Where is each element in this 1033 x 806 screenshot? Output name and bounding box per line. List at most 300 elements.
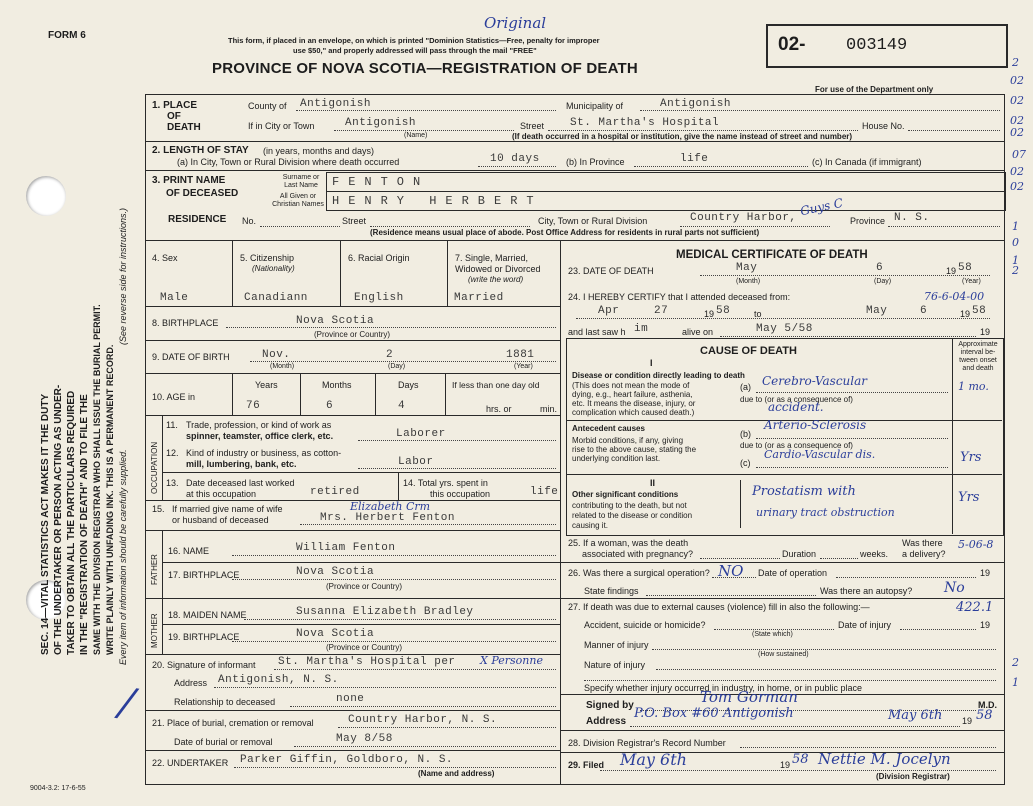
undertaker-value: Parker Giffin, Goldboro, N. S. [240,754,454,766]
q26-state-line [646,595,816,596]
personal-div-2 [340,240,341,306]
res-street-line [370,226,530,227]
form-title: PROVINCE OF NOVA SCOTIA—REGISTRATION OF DEATH [212,60,638,77]
q25-line-2 [820,558,858,559]
q27-hand: 422.1 [956,600,994,615]
death-month-label: (Month) [736,278,761,285]
occupation-side-line [162,415,163,500]
occ-v11: Laborer [396,428,446,440]
occ-div-14 [398,472,399,500]
father-name: William Fenton [296,542,396,554]
death-day-label: (Day) [874,278,892,285]
occ-line-12 [358,468,556,469]
father-side-line [162,530,163,598]
surname-label: Surname or Last Name [282,174,320,189]
burial-line [338,727,556,728]
original-annotation: Original [484,14,547,32]
death-year: 58 [958,262,973,274]
sep-r4 [560,730,1005,731]
res-province-value: N. S. [894,212,930,224]
q27-date-line [900,629,976,630]
occ-l14-2: this occupation [430,489,491,499]
residence-note: (Residence means usual place of abode. Post Office Address for residents in rural parts not sufficient) [370,228,760,237]
roman-2: II [650,478,656,488]
punch-hole-top [26,176,66,216]
signed-hand: Tom Gorman [700,688,798,706]
side-instruction-6: WRITE PLAINLY WITH UNFADING INK. THIS IS A PERMANENT RECORD. [105,344,115,655]
form-number: FORM 6 [48,30,86,41]
mother-bp: Nova Scotia [296,628,375,640]
q29-label: 29. Filed [568,760,605,770]
birthplace-value: Nova Scotia [296,315,375,327]
margin-code-11: 1 [1012,254,1019,267]
res-city-line [680,226,830,227]
cause-sep-2 [566,474,1002,475]
from-day: 27 [654,305,669,317]
death-year-label: (Year) [962,278,981,285]
q26-date-line [836,577,976,578]
margin-code-9: 1 [1012,220,1019,233]
informant-label: 20. Signature of informant [152,660,256,670]
q28-line [740,747,996,748]
to-label: to [754,309,762,319]
registration-prefix: 02- [778,34,806,55]
res-province-line [888,226,1000,227]
mother-bp-sub: (Province or Country) [326,643,403,652]
res-street-label: Street [342,216,367,226]
signed-address-line [630,726,960,727]
county-label: County of [248,101,287,111]
cause-interval-div [952,338,953,534]
side-instruction-7: (See reverse side for instructions.) [118,207,128,345]
father-name-label: 16. NAME [168,546,210,556]
q27-manner: Manner of injury [584,640,649,650]
alive-year-pre: 19 [980,327,991,337]
stay-a-line [478,166,556,167]
marital-value: Married [454,292,504,304]
marital-label-2: Widowed or Divorced [455,264,541,274]
mother-name: Susanna Elizabeth Bradley [296,606,474,618]
informant-address-label: Address [174,678,208,688]
frame-top [145,94,1005,95]
death-date-line [700,275,990,276]
occ-n12: 12. [166,448,179,458]
res-hand-note: Guys C [799,195,845,219]
to-day: 6 [920,305,928,317]
dob-year: 1881 [506,349,535,361]
q27-label: 27. If death was due to external causes (violence) fill in also the following:— [568,602,870,612]
occ-n13: 13. [166,478,179,488]
death-month: May [736,262,758,274]
surname-value: FENTON [332,175,430,189]
burial-date-label: Date of burial or removal [174,737,273,747]
q29-year-pre: 19 [780,760,791,770]
occ-v13: retired [310,486,360,498]
city-line [334,130,514,131]
racial-label: 6. Racial Origin [348,253,410,263]
frame-bottom [145,784,1005,785]
q26-line [712,577,756,578]
occ-sep-13 [162,472,560,473]
place-label-3: DEATH [167,122,201,133]
informant-address-line [214,687,556,688]
age-div-3 [375,373,376,415]
spouse-value: Mrs. Herbert Fenton [320,512,455,524]
death-day: 6 [876,262,884,274]
citizen-label: 5. Citizenship [240,253,295,263]
other-bracket [740,480,741,528]
sep-1 [145,141,1005,142]
informant-rel-label: Relationship to deceased [174,697,276,707]
res-province-label: Province [850,216,886,226]
age-min-label: min. [540,404,558,414]
county-line [296,110,556,111]
signed-md: M.D. [978,700,997,710]
burial-label: 21. Place of burial, cremation or removal [152,718,314,728]
antecedent-1: Antecedent causes [572,424,645,433]
sep-13 [145,750,560,751]
side-instruction-5: SAME WITH THE DIVISION REGISTRAR WHO SHALL ISSUE THE BURIAL PERMIT. [92,304,102,655]
signed-label: Signed by [586,700,634,711]
spouse-hand: Elizabeth Crm [350,500,431,513]
q27-year-pre: 19 [980,620,991,630]
occ-l13-1: Date deceased last worked [186,478,295,488]
father-bp-line [232,579,556,580]
margin-check-stroke: / [116,679,138,727]
q27-blank-line [584,680,996,681]
occ-l14-1: 14. Total yrs. spent in [403,478,488,488]
q26-label: 26. Was there a surgical operation? [568,568,710,578]
age-days-label: Days [398,380,419,390]
municipality-line [640,110,1000,111]
occ-l12-1: Kind of industry or business, as cotton- [186,448,342,458]
sep-5 [145,340,560,341]
mother-name-line [244,619,556,620]
burial-date-line [294,746,556,747]
mother-name-label: 18. MAIDEN NAME [168,610,247,620]
roman-1: I [650,358,653,368]
stay-c-label: (c) In Canada (if immigrant) [812,157,922,167]
stay-label: 2. LENGTH OF STAY [152,145,249,156]
other-interval: Yrs [958,490,980,505]
q25-label-2: associated with pregnancy? [582,549,694,559]
seen-value: im [634,323,649,335]
mother-side-line [162,598,163,654]
personal-div-1 [232,240,233,306]
name-label-1: 3. PRINT NAME [152,175,226,186]
age-hrs-label: hrs. or [486,404,512,414]
street-value: St. Martha's Hospital [570,117,720,129]
q27-nature-line [656,669,996,670]
spouse-line [300,524,556,525]
informant-hand: X Personne [480,654,543,667]
age-div-1 [232,373,233,415]
res-no-label: No. [242,216,257,226]
birthplace-label: 8. BIRTHPLACE [152,318,219,328]
sep-10 [145,598,560,599]
occ-line-11 [358,440,556,441]
signed-year-pre: 19 [962,716,973,726]
q25-delivery-2: a delivery? [902,549,946,559]
death-date-label: 23. DATE OF DEATH [568,266,654,276]
registration-number: 003149 [846,36,908,55]
age-less-label: If less than one day old [452,380,540,390]
margin-code-13: 2 [1012,656,1019,669]
q27-state-which: (State which) [752,631,793,638]
sep-4 [145,306,560,307]
birthplace-sub: (Province or Country) [314,330,391,339]
stay-b-line [634,166,808,167]
occ-l13-2: at this occupation [186,489,257,499]
interval-label: Approximate interval be- tween onset and death [958,341,998,372]
antecedent-2: Morbid conditions, if any, giving [572,436,684,445]
father-sep [162,562,560,563]
dob-month: Nov. [262,349,291,361]
citizenship-value: Canadiann [244,292,308,304]
q25-line-1 [700,558,780,559]
dob-year-label: (Year) [514,363,533,370]
signed-address-hand: P.O. Box #60 Antigonish [634,706,794,721]
street-line [548,130,858,131]
personal-div-3 [447,240,448,306]
alive-line [720,336,976,337]
occupation-side-label: OCCUPATION [150,441,159,494]
occ-n11: 11. [166,420,178,430]
age-div-2 [300,373,301,415]
death-year-pre: 19 [946,266,957,276]
res-city-value: Country Harbor, [690,212,797,224]
to-month: May [866,305,888,317]
res-no-line [260,226,340,227]
municipality-label: Municipality of [566,101,624,111]
dob-line [250,361,556,362]
q27-manner-line [652,649,996,650]
seen-label: and last saw h [568,327,626,337]
from-year-pre: 19 [704,309,715,319]
place-name-label: (Name) [404,132,428,139]
mother-bp-line [232,641,556,642]
other-1: Other significant conditions [572,490,679,499]
form-code: 9004-3.2: 17-6-55 [30,785,86,792]
cause-a-hand-2: accident. [768,400,824,414]
sep-9 [145,530,560,531]
q27-date-injury: Date of injury [838,620,892,630]
signed-date-hand: May 6th [888,708,943,723]
citizen-sub: (Nationality) [252,264,295,273]
side-instruction-8: Every item of information should be carefully supplied. [118,449,128,665]
signed-address-label: Address [586,716,627,727]
q29-date-hand: May 6th [620,750,687,769]
sep-r1 [560,562,1005,563]
q26-autopsy: Was there an autopsy? [820,586,913,596]
to-year-pre: 19 [960,309,971,319]
alive-value: May 5/58 [756,323,813,335]
disease-label-4: etc. It means the disease, injury, or [572,399,696,408]
cause-c-label: (c) [740,458,751,468]
cause-b-label: (b) [740,429,751,439]
occ-l11-1: Trade, profession, or kind of work as [186,420,332,430]
mother-bp-label: 19. BIRTHPLACE [168,632,240,642]
age-months-label: Months [322,380,352,390]
undertaker-sub: (Name and address) [418,769,495,778]
q25-hand: 5-06-8 [958,538,994,551]
informant-value: St. Martha's Hospital per [278,656,456,668]
cause-b-line [756,438,948,439]
disease-label-2: (This does not mean the mode of [572,381,690,390]
q25-delivery-1: Was there [902,538,943,548]
occ-l12-2: mill, lumbering, bank, etc. [186,459,297,469]
q29-registrar-hand: Nettie M. Jocelyn [818,750,951,768]
margin-code-8: 02 [1010,180,1024,193]
margin-code-4: 02 [1010,114,1024,127]
dob-day-label: (Day) [388,363,406,370]
house-label: House No. [862,121,905,131]
q27-how: (How sustained) [758,651,809,658]
informant-rel: none [336,693,365,705]
envelope-notice-2: use $50," and properly addressed will pass through the mail "FREE" [293,46,537,55]
spouse-num: 15. [152,504,165,514]
sex-label: 4. Sex [152,253,178,263]
father-bp-label: 17. BIRTHPLACE [168,570,240,580]
dob-day: 2 [386,349,394,361]
q25-label-1: 25. If a woman, was the death [568,538,689,548]
spouse-label-2: or husband of deceased [172,515,269,525]
name-label-2: OF DECEASED [166,188,239,199]
informant-address: Antigonish, N. S. [218,674,339,686]
place-label-1: 1. PLACE [152,100,198,111]
certify-label: 24. I HEREBY CERTIFY that I attended deceased from: [568,292,791,302]
marital-sub: (write the word) [468,275,524,284]
place-label-2: OF [167,111,181,122]
q25-duration: Duration [782,549,817,559]
side-instruction-4: IN THE "REGISTRATION OF DEATH" AND TO FILE THE [79,394,90,655]
stay-b-label: (b) In Province [566,157,625,167]
side-instruction-3: TAKER TO OBTAIN ALL THE PARTICULARS REQUIRED [66,390,77,655]
cause-b-due: due to (or as a consequence of) [740,441,853,450]
cause-c-hand: Cardio-Vascular dis. [764,448,876,461]
marital-label: 7. Single, Married, [455,253,529,263]
house-line [908,130,1000,131]
sep-r2 [560,598,1005,599]
stay-a-label: (a) In City, Town or Rural Division where death occurred [177,157,400,167]
hospital-note: (If death occurred in a hospital or institution, give the name instead of street and number) [512,132,853,141]
cause-a-label: (a) [740,382,751,392]
cause-a-interval: 1 mo. [958,380,989,393]
given-label: All Given or Christian Names [272,193,324,208]
q27-specify: Specify whether injury occurred in industry, in home, or in public place [584,683,862,693]
margin-code-6: 07 [1012,148,1026,161]
margin-code-7: 02 [1010,165,1024,178]
cause-c-line [756,467,948,468]
occ-v14: life [530,486,559,498]
res-city-label: City, Town or Rural Division [538,216,648,226]
age-years-label: Years [255,380,278,390]
margin-code-5: 02 [1010,126,1024,139]
q26-hand: NO [718,562,744,580]
informant-line [274,669,556,670]
medical-title: MEDICAL CERTIFICATE OF DEATH [676,249,868,261]
to-year: 58 [972,305,987,317]
age-div-4 [445,373,446,415]
burial-date: May 8/58 [336,733,393,745]
left-frame-line [145,94,146,784]
mother-sep [162,624,560,625]
margin-code-3: 02 [1010,94,1024,107]
sex-value: Male [160,292,189,304]
q28-label: 28. Division Registrar's Record Number [568,738,726,748]
stay-sub: (in years, months and days) [263,146,375,156]
father-name-line [232,555,556,556]
q26-state: State findings [584,586,639,596]
sep-12 [145,710,560,711]
mother-side-label: MOTHER [150,613,159,648]
other-2: contributing to the death, but not [572,501,687,510]
disease-label-5: complication which caused death.) [572,408,695,417]
other-4: causing it. [572,521,609,530]
racial-value: English [354,292,404,304]
margin-code-1: 2 [1012,56,1019,69]
given-value: HENRY HERBERT [332,194,543,208]
cause-a-due: due to (or as a consequence of) [740,395,853,404]
father-side-label: FATHER [150,554,159,585]
hand-code: 76-6-04-00 [924,290,985,303]
city-value: Antigonish [345,117,417,129]
antecedent-3: rise to the above cause, stating the [572,445,697,454]
sep-6 [145,373,560,374]
cause-c-interval: Yrs [960,450,982,465]
margin-code-10: 0 [1012,236,1019,249]
age-days-value: 4 [398,400,406,412]
stay-b-value: life [680,153,709,165]
certify-line [576,318,990,319]
side-instruction-1: SEC. 14—VITAL STATISTICS ACT MAKES IT THE DUTY [40,393,51,655]
occ-l11-2: spinner, teamster, office clerk, etc. [186,431,334,441]
q26-autopsy-hand: No [944,580,965,596]
alive-label: alive on [682,327,714,337]
occ-v12: Labor [398,456,434,468]
mid-divider [560,240,561,784]
side-instruction-2: OF THE UNDERTAKER OR PERSON ACTING AS UNDER- [53,384,64,655]
father-bp: Nova Scotia [296,566,375,578]
street-label: Street [520,121,545,131]
disease-label-3: dying, e.g., heart failure, asthenia, [572,390,693,399]
sep-3 [145,240,1005,241]
municipality-value: Antigonish [660,98,732,110]
cause-title: CAUSE OF DEATH [700,345,797,357]
q25-weeks: weeks. [860,549,889,559]
q26-year-pre: 19 [980,568,991,578]
q29-year: 58 [792,752,809,767]
residence-label: RESIDENCE [168,214,227,225]
age-years-value: 76 [246,400,261,412]
dob-month-label: (Month) [270,363,295,370]
other-hand-1: Prostatism with [752,484,856,499]
cause-a-line [756,392,948,393]
disease-label-1: Disease or condition directly leading to death [572,371,745,380]
burial-place: Country Harbor, N. S. [348,714,498,726]
dept-use-note: For use of the Department only [815,85,934,94]
sep-7 [145,415,560,416]
undertaker-label: 22. UNDERTAKER [152,758,229,768]
margin-code-2: 02 [1010,74,1024,87]
spouse-label-1: If married give name of wife [172,504,283,514]
other-hand-2: urinary tract obstruction [756,506,895,519]
county-value: Antigonish [300,98,372,110]
envelope-notice-1: This form, if placed in an envelope, on which is printed "Dominion Statistics—Free, penalty for improper [228,36,600,45]
age-label: 10. AGE in [152,392,196,402]
undertaker-line [234,767,556,768]
margin-code-14: 1 [1012,676,1019,689]
